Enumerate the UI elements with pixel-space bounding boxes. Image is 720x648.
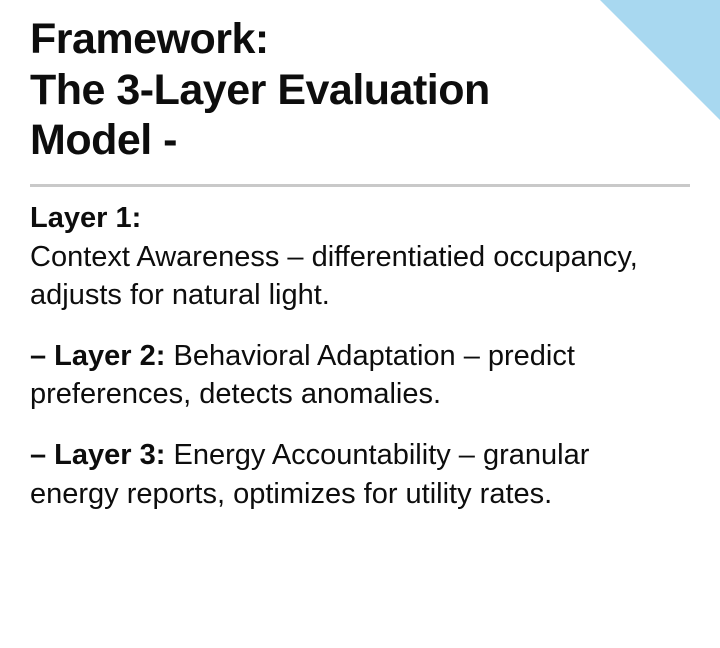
layer-item-3-label: – Layer 3: [30,439,166,472]
layer-item-1-text: Context Awareness – differentiatied occupancy, adjusts for natural light. [30,240,638,312]
page-title-line-2: The 3-Layer Evaluation [30,65,490,114]
layer-item-1 [30,199,685,315]
page-title-line-1: Framework: [30,15,269,63]
layer-item-3-text: Energy Accountability – granular energy reports, optimizes for utility rates. [30,439,590,510]
layer-item-1-label: Layer 1: [30,202,142,235]
page-title [30,8,630,166]
layer-item-2-text: Behavioral Adaptation – predict preferences, detects anomalies. [30,339,575,411]
title-divider [30,184,690,187]
layer-item-2-label: – Layer 2: [30,339,166,372]
page-title-line-3: Model - [30,116,177,165]
layer-item-3 [30,436,685,513]
layer-item-2 [30,337,685,414]
